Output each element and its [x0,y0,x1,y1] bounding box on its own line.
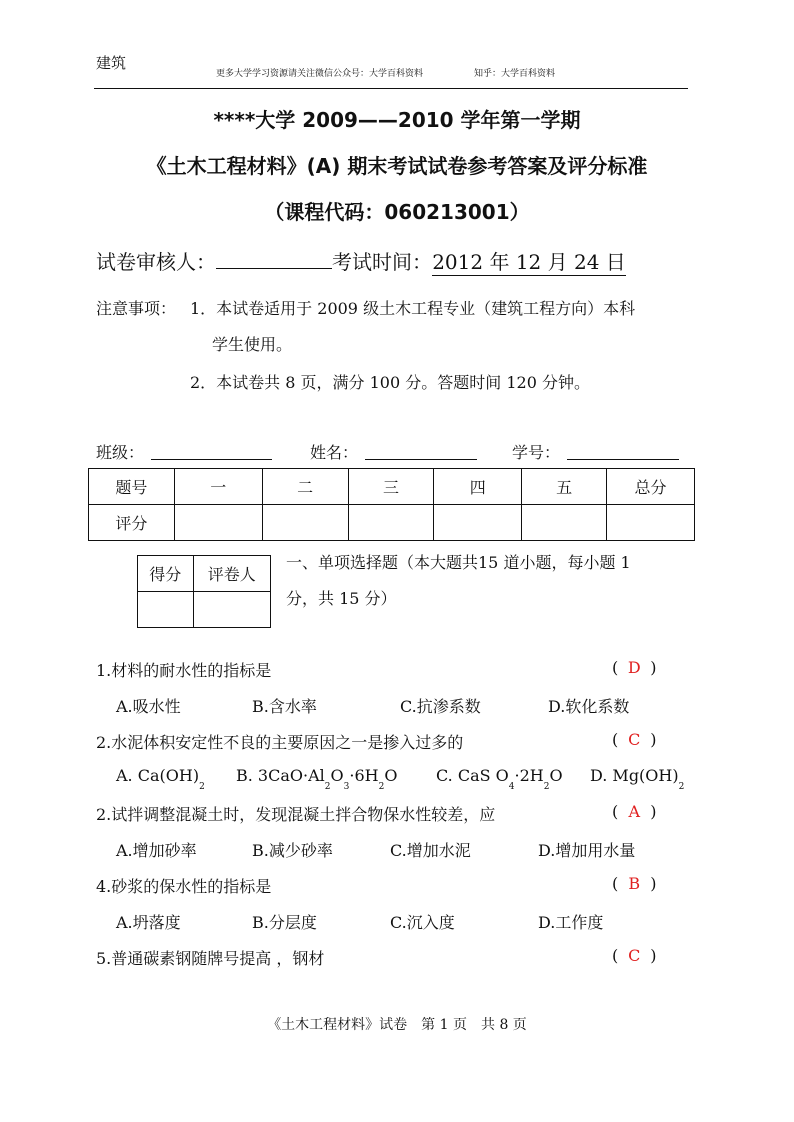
title-line-3: （课程代码：060213001） [264,200,530,224]
score-cell[interactable] [262,505,348,541]
score-table [88,468,695,541]
title-line-1: ****大学 2009——2010 学年第一学期 [213,108,581,132]
q3-option-d: D.增加用水量 [538,841,636,860]
question-4-stem: 4.砂浆的保水性的指标是 [96,877,272,896]
answer-letter: B [628,874,641,893]
score-header-cell: 题号 [89,469,175,505]
q3-option-b: B.减少砂率 [252,841,333,860]
answer-letter: C [628,946,641,965]
q1-option-d: D.软化系数 [548,697,630,716]
notes-label: 注意事项： [96,299,177,318]
title-line-2: 《土木工程材料》(A) 期末考试试卷参考答案及评分标准 [146,154,648,178]
score-cell[interactable] [348,505,434,541]
q1-option-a: A.吸水性 [116,697,181,716]
page-footer: 《土木工程材料》试卷 第 1 页 共 8 页 [267,1017,527,1033]
score-header-cell: 四 [434,469,522,505]
score-table-header-row [89,469,695,505]
q3-option-a: A.增加砂率 [116,841,197,860]
section-1-heading-line-2: 分，共 15 分） [286,589,397,608]
question-5-answer: ( C ) [612,946,657,965]
score-header-cell: 三 [348,469,434,505]
section-1-heading-line-1: 一、单项选择题（本大题共15 道小题，每小题 1 [286,553,631,572]
q2-option-b: B. $3CaO\cdot Al_2O_3\cdot 6H_2O$ [236,766,398,792]
name-field[interactable] [365,459,477,460]
notes-item-2: 2．本试卷共 8 页，满分 100 分。答题时间 120 分钟。 [190,373,590,392]
student-id-field[interactable] [567,459,679,460]
score-row-label: 评分 [89,505,175,541]
question-4-answer: ( B ) [612,874,657,893]
q2-option-c: C. CaS $O_4\cdot 2H_2O$ [436,766,563,792]
grader-name-header: 评卷人 [193,556,270,592]
grader-name-cell[interactable] [193,592,270,628]
answer-letter: A [628,802,641,821]
score-header-cell: 一 [174,469,262,505]
student-id-label: 学号： [512,443,561,462]
score-cell[interactable] [522,505,607,541]
score-header-cell: 二 [262,469,348,505]
grader-score-cell[interactable] [138,592,194,628]
question-3-answer: ( A ) [612,802,657,821]
answer-letter: D [627,658,641,677]
name-label: 姓名： [310,443,359,462]
exam-time-label: 考试时间： [332,250,432,274]
score-table-value-row [89,505,695,541]
score-cell[interactable] [174,505,262,541]
class-field[interactable] [151,459,272,460]
grader-score-header: 得分 [138,556,194,592]
notes-item-1b: 学生使用。 [212,335,293,354]
question-1-answer: ( D ) [612,658,657,677]
reviewer-field[interactable] [216,268,332,269]
q1-option-c: C.抗渗系数 [400,697,481,716]
answer-letter: C [628,730,641,749]
q4-option-b: B.分层度 [252,913,317,932]
q3-option-c: C.增加水泥 [390,841,471,860]
q2-option-a: A. $Ca(OH)_2$ [116,766,205,792]
notes-item-1a: 1．本试卷适用于 2009 级土木工程专业（建筑工程方向）本科 [190,299,636,318]
meta-line [96,246,626,276]
header-center-text: 更多大学学习资源请关注微信公众号：大学百科资料 [216,69,424,79]
score-cell[interactable] [607,505,695,541]
header-right-text: 知乎：大学百科资料 [474,69,556,79]
q4-option-a: A.坍落度 [116,913,181,932]
q4-option-c: C.沉入度 [390,913,455,932]
reviewer-label: 试卷审核人： [96,250,216,274]
question-5-stem: 5.普通碳素钢随牌号提高 ，钢材 [96,949,325,968]
question-2-stem: 2.水泥体积安定性不良的主要原因之一是掺入过多的 [96,733,464,752]
question-3-stem: 2.试拌调整混凝土时，发现混凝土拌合物保水性较差，应 [96,805,496,824]
exam-time-value: 2012 年 12 月 24 日 [432,246,626,276]
question-2-answer: ( C ) [612,730,657,749]
q4-option-d: D.工作度 [538,913,604,932]
class-label: 班级： [96,443,145,462]
header-left-text: 建筑 [96,54,127,72]
header-rule [94,88,688,89]
score-header-cell: 总分 [607,469,695,505]
score-header-cell: 五 [522,469,607,505]
grader-table [137,555,271,628]
q1-option-b: B.含水率 [252,697,317,716]
score-cell[interactable] [434,505,522,541]
q2-option-d: D. $Mg(OH)_2$ [590,766,685,792]
question-1-stem: 1.材料的耐水性的指标是 [96,661,272,680]
